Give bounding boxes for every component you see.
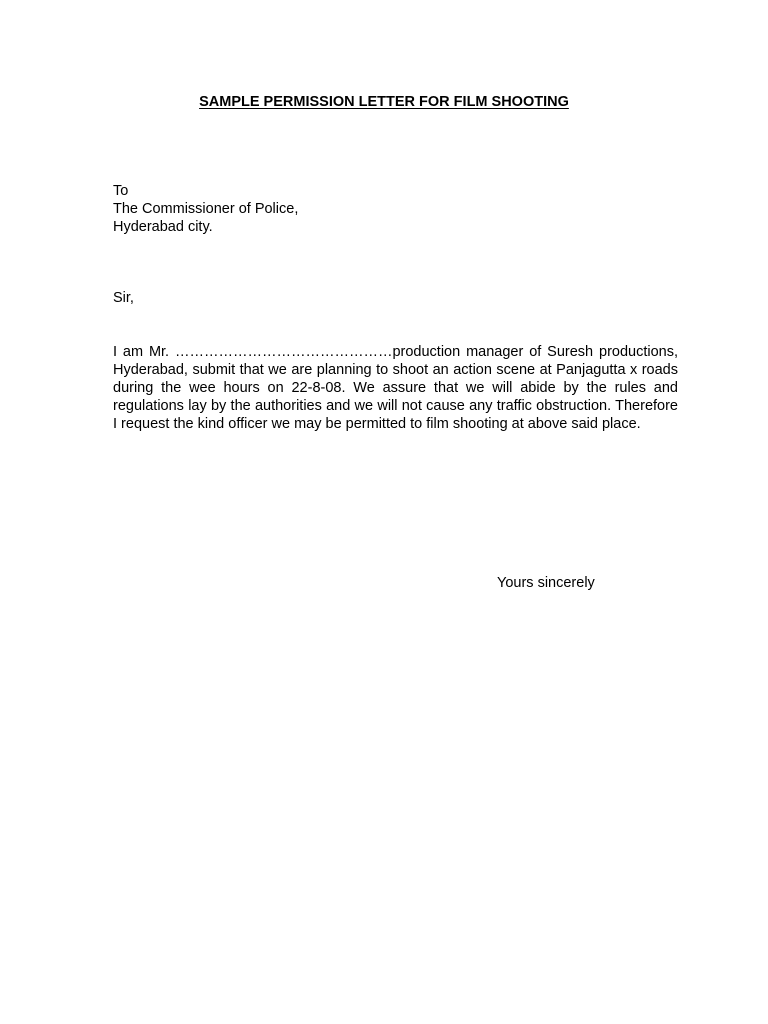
address-line-recipient: The Commissioner of Police,	[113, 201, 299, 217]
salutation: Sir,	[113, 290, 134, 306]
address-line-city: Hyderabad city.	[113, 219, 213, 235]
closing: Yours sincerely	[497, 575, 595, 591]
address-line-to: To	[113, 183, 129, 199]
letter-title	[0, 93, 768, 111]
letter-body: I am Mr. ………………………………………production manager of Suresh productions, Hyderabad, submit that we are planning to shoot an action scene at Panjagutta x roads during the wee hours on 22-8-08. We assure that we will abide by the rules and regulations lay by the authorities and we will not cause any traffic obstruction. Therefore I request the kind officer we may be permitted to film shooting at above said place.	[113, 344, 678, 432]
letter-title-text: SAMPLE PERMISSION LETTER FOR FILM SHOOTING	[199, 94, 569, 110]
recipient-address	[113, 182, 298, 236]
